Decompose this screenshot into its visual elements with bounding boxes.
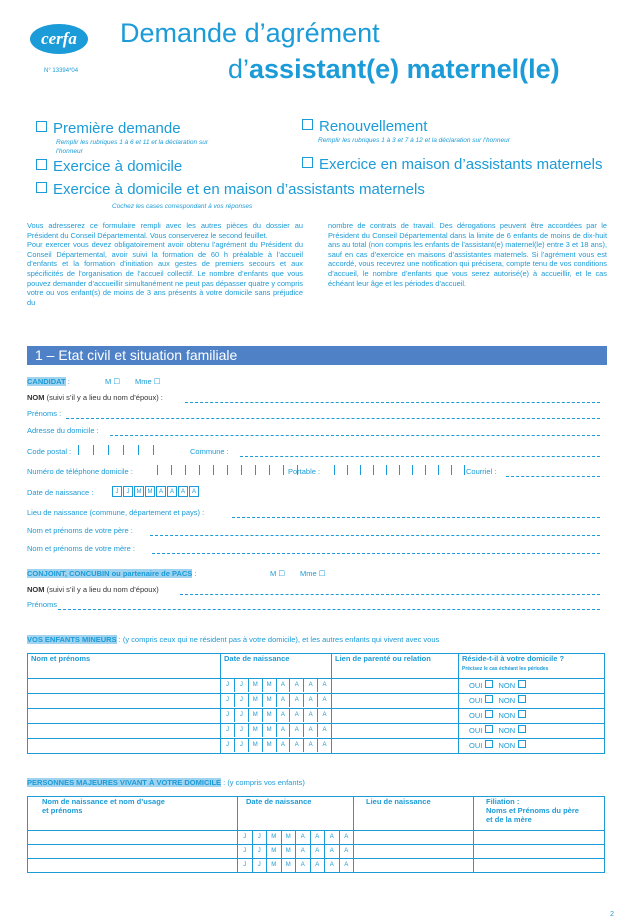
pere-field[interactable] [150,535,600,536]
cell-relation[interactable] [332,739,459,754]
cp-label: Code postal : [27,447,72,456]
cell-name[interactable] [28,709,221,724]
table-row[interactable] [28,739,605,754]
children-title [27,635,439,644]
page-title-line2 [228,54,560,85]
pere-label: Nom et prénoms de votre père : [27,526,133,535]
tick-hint: Cochez les cases correspondant à vos réponses [112,203,253,210]
conjoint-title: CONJOINT, CONCUBIN ou partenaire de PACS [27,569,193,578]
non-label: NON [498,711,516,720]
cell-name[interactable] [28,694,221,709]
cell-adult-birth[interactable] [238,859,354,873]
nom-field[interactable] [185,402,600,403]
option-both[interactable] [36,181,425,198]
hint-first: Remplir les rubriques 1 à 6 et 11 et la déclaration sur [56,139,208,146]
candidat-label [27,377,70,386]
date-cell: A [290,679,304,692]
date-cell: A [304,709,318,722]
checkbox-icon[interactable] [36,121,47,132]
date-cell: M [249,694,263,707]
date-cell: J [235,679,249,692]
nom-bold: NOM [27,585,45,594]
title-prefix: d’ [228,54,250,84]
cell-residence[interactable] [459,739,605,754]
lieu-label: Lieu de naissance (commune, département et pays) : [27,508,205,517]
cell-adult-birth[interactable] [238,831,354,845]
date-cell: M [249,739,263,752]
date-cell: A [325,845,340,858]
date-cell: M [263,724,277,737]
date-cell: J [221,679,235,692]
portable-label: Portable : [288,467,321,476]
intro-left: Vous adresserez ce formulaire rempli avec les autres pièces du dossier au Président du Conseil Départemental. Vous conserverez le second feuillet. Pour exercer vous devez obligatoirement avoir obtenu l’agrément du Président du Conseil Départemental, avoir suivi la formation de 60 h préalable à l’accueil d’enfants et la formation d’initiation aux gestes de premiers secours et aux spécificités de l’organisation de l’accueil collectif. Le nombre d’enfants que vous pouvez demander d’accueillir simultanément ne peut pas dépasser quatre y compris votre ou vos enfant(s) de moins de 3 ans présents à votre domicile sans préjudice du [27,221,303,307]
conj-nom-field[interactable] [180,594,600,595]
cell-birth[interactable] [221,724,332,739]
option-label: Exercice à domicile [53,158,183,175]
date-cell: A [290,724,304,737]
date-cell[interactable]: J [123,486,133,497]
cell-residence[interactable] [459,724,605,739]
cell-name[interactable] [28,679,221,694]
date-cell: A [304,694,318,707]
date-cell: J [238,859,253,872]
adresse-label: Adresse du domicile : [27,426,99,435]
date-cell: A [322,682,327,688]
page-title-line1: Demande d’agrément [120,18,380,48]
hint-first-2: l’honneur [56,148,83,155]
table-row[interactable] [28,831,605,845]
date-cell: J [238,831,253,844]
date-cell: A [296,845,311,858]
col-relation: Lien de parenté ou relation [332,654,459,679]
date-cell: A [277,679,291,692]
date-cell: J [235,724,249,737]
cell-adult-name[interactable] [28,831,238,845]
date-cell[interactable]: M [145,486,155,497]
date-cell: A [322,727,327,733]
date-cell: A [344,848,349,854]
date-cell: M [249,709,263,722]
cell-adult-birth[interactable] [238,845,354,859]
adults-title [27,778,305,787]
date-cell[interactable]: A [178,486,188,497]
date-cell: J [238,845,253,858]
candidat-m[interactable]: M ☐ [105,377,121,386]
checkbox-icon[interactable] [302,119,313,130]
non-label: NON [498,696,516,705]
filiation-header: Filiation : [486,797,520,806]
date-cell: J [253,831,268,844]
date-cell: A [311,859,326,872]
adults-heading: PERSONNES MAJEURES VIVANT À VOTRE DOMICILE [27,778,222,787]
option-label: Exercice en maison d’assistants maternels [319,156,603,173]
checkbox-icon[interactable] [485,695,493,703]
checkbox-icon[interactable] [518,725,526,733]
option-home[interactable] [36,158,182,175]
col-adult-filiation [474,797,605,831]
date-cell: M [263,709,277,722]
courriel-label: Courriel : [466,467,497,476]
oui-label: OUI [469,696,483,705]
date-cell: A [325,831,340,844]
courriel-field[interactable] [506,476,600,477]
nom-rest: (suivi s’il y a lieu du nom d’époux) : [44,393,163,402]
cell-name[interactable] [28,739,221,754]
table-row[interactable] [28,679,605,694]
option-label: Exercice à domicile et en maison d’assistants maternels [53,181,425,198]
lieu-field[interactable] [232,517,600,518]
date-cell: A [344,862,349,868]
col-birth: Date de naissance [221,654,332,679]
cell-name[interactable] [28,724,221,739]
date-cell: M [263,694,277,707]
date-cell: A [304,679,318,692]
table-row[interactable] [28,724,605,739]
checkbox-icon[interactable] [485,680,493,688]
col-adult-place: Lieu de naissance [354,797,474,831]
checkbox-icon[interactable] [518,695,526,703]
option-label: Première demande [53,120,181,137]
cell-residence[interactable] [459,679,605,694]
checkbox-icon[interactable] [485,710,493,718]
date-cell[interactable]: M [134,486,144,497]
hint-renewal: Remplir les rubriques 1 à 3 et 7 à 12 et la déclaration sur l’honneur [318,137,510,144]
cell-adult-filiation[interactable] [474,859,605,873]
cell-relation[interactable] [332,709,459,724]
checkbox-icon[interactable] [302,157,313,168]
date-cell: A [304,739,318,752]
date-cell: J [221,724,235,737]
cell-adult-filiation[interactable] [474,845,605,859]
oui-label: OUI [469,681,483,690]
conj-nom-label [27,585,159,594]
date-cell: M [282,859,297,872]
date-cell: M [263,679,277,692]
date-cell: A [322,712,327,718]
cerfa-logo: cerfa [30,24,88,54]
col-adult-birth: Date de naissance [238,797,354,831]
adult-name-header: Nom de naissance et nom d’usage [42,797,165,806]
date-cell: J [221,694,235,707]
checkbox-icon[interactable] [36,182,47,193]
date-cell: M [263,739,277,752]
date-cell: M [282,831,297,844]
nom-rest: (suivi s’il y a lieu du nom d’époux) [44,585,159,594]
date-cell: A [322,742,327,748]
date-cell: A [277,724,291,737]
option-label: Renouvellement [319,118,428,135]
colon: : [65,377,70,386]
commune-field[interactable] [240,456,600,457]
date-cell: A [290,694,304,707]
cell-adult-place[interactable] [354,859,474,873]
cell-residence[interactable] [459,694,605,709]
cell-adult-name[interactable] [28,845,238,859]
page-number: 2 [610,911,614,918]
filiation-header-2: Noms et Prénoms du père [486,806,579,815]
table-row[interactable] [28,694,605,709]
title-bold: assistant(e) maternel(le) [249,54,560,84]
date-cell: M [267,859,282,872]
date-cell: J [253,859,268,872]
date-cell: J [221,709,235,722]
children-subtitle: : (y compris ceux qui ne résident pas à votre domicile), et les autres enfants qui vivent avec vous [116,635,440,644]
adults-table [27,796,605,873]
date-cell: A [296,831,311,844]
cell-adult-filiation[interactable] [474,831,605,845]
date-cell: A [277,694,291,707]
cell-birth[interactable] [221,739,332,754]
filiation-header-3: et de la mère [486,815,532,824]
prenoms-label: Prénoms : [27,409,62,418]
cell-adult-name[interactable] [28,859,238,873]
checkbox-icon[interactable] [518,740,526,748]
cell-birth[interactable] [221,694,332,709]
conjoint-label [27,569,196,578]
date-cell: A [290,739,304,752]
cell-relation[interactable] [332,724,459,739]
date-cell: M [267,845,282,858]
date-cell: A [344,834,349,840]
checkbox-icon[interactable] [485,725,493,733]
date-cell: J [221,739,235,752]
option-renewal[interactable] [302,118,427,135]
non-label: NON [498,741,516,750]
nom-bold: NOM [27,393,45,402]
date-cell: A [311,845,326,858]
date-cell: A [311,831,326,844]
oui-label: OUI [469,711,483,720]
date-cell: J [253,845,268,858]
date-cell: M [249,724,263,737]
checkbox-icon[interactable] [36,159,47,170]
date-cell: J [235,694,249,707]
date-cell[interactable]: A [167,486,177,497]
col-name: Nom et prénoms [28,654,221,679]
oui-label: OUI [469,726,483,735]
date-cell: A [296,859,311,872]
date-cell: M [267,831,282,844]
col-residence [459,654,605,679]
date-cell: J [235,739,249,752]
tel-field[interactable] [157,465,298,475]
children-heading: VOS ENFANTS MINEURS [27,635,117,644]
commune-label: Commune : [190,447,229,456]
mere-label: Nom et prénoms de votre mère : [27,544,135,553]
adresse-field[interactable] [110,435,600,436]
oui-label: OUI [469,741,483,750]
intro-right: nombre de contrats de travail. Des dérogations peuvent être accordées par le Président du Conseil Départemental dans la limite de 6 enfants de moins de dix-huit ans au total (non compris les enfants de l’assistant(e) maternel(le) entre 3 et 18 ans), sauf en cas d’exercice en maisons d’assistantes maternels. Si l’agrément vous est accordé, vous recevrez une notification qui précisera, compte tenu de vos conditions d’accueil, le nombre d’enfants que vous serez autorisé(e) à accueillir, et le cas échéant leur âge et les périodes d’accueil. [328,221,607,288]
cp-field[interactable] [78,445,154,455]
adults-subtitle: : (y compris vos enfants) [221,778,305,787]
cell-adult-place[interactable] [354,845,474,859]
naissance-field[interactable] [112,486,200,497]
option-mam[interactable] [302,156,602,173]
mere-field[interactable] [152,553,600,554]
table-row[interactable] [28,845,605,859]
form-number: N° 13394*04 [44,68,79,74]
date-cell[interactable]: J [112,486,122,497]
portable-field[interactable] [334,465,465,475]
date-cell: J [235,709,249,722]
cell-birth[interactable] [221,679,332,694]
non-label: NON [498,726,516,735]
date-cell: A [277,709,291,722]
table-row[interactable] [28,709,605,724]
checkbox-icon[interactable] [518,710,526,718]
date-cell: A [304,724,318,737]
adult-name-header-2: et prénoms [42,806,83,815]
date-cell[interactable]: A [156,486,166,497]
date-cell[interactable]: A [189,486,199,497]
conjoint-m[interactable]: M ☐ [270,569,286,578]
col-adult-name [28,797,238,831]
cell-relation[interactable] [332,694,459,709]
date-cell: A [290,709,304,722]
option-first-request[interactable] [36,120,181,137]
colon: : [192,569,197,578]
date-cell: M [282,845,297,858]
table-row[interactable] [28,859,605,873]
cell-adult-place[interactable] [354,831,474,845]
residence-header: Réside-t-il à votre domicile ? [462,654,565,663]
cell-birth[interactable] [221,709,332,724]
nom-label [27,393,163,402]
children-table [27,653,605,754]
candidat-mme[interactable]: Mme ☐ [135,377,161,386]
date-cell: A [277,739,291,752]
prenoms-field[interactable] [66,418,600,419]
residence-hint: Précisez le cas échéant les périodes [462,666,549,672]
checkbox-icon[interactable] [518,680,526,688]
date-cell: A [322,697,327,703]
section-header-1: 1 – Etat civil et situation familiale [27,346,607,365]
conj-prenoms-label: Prénoms [27,600,58,609]
cell-relation[interactable] [332,679,459,694]
naissance-label: Date de naissance : [27,488,94,497]
date-cell: M [249,679,263,692]
cell-residence[interactable] [459,709,605,724]
checkbox-icon[interactable] [485,740,493,748]
conj-prenoms-field[interactable] [58,609,600,610]
date-cell: A [325,859,340,872]
conjoint-mme[interactable]: Mme ☐ [300,569,326,578]
non-label: NON [498,681,516,690]
candidat-title: CANDIDAT [27,377,66,386]
tel-label: Numéro de téléphone domicile : [27,467,133,476]
